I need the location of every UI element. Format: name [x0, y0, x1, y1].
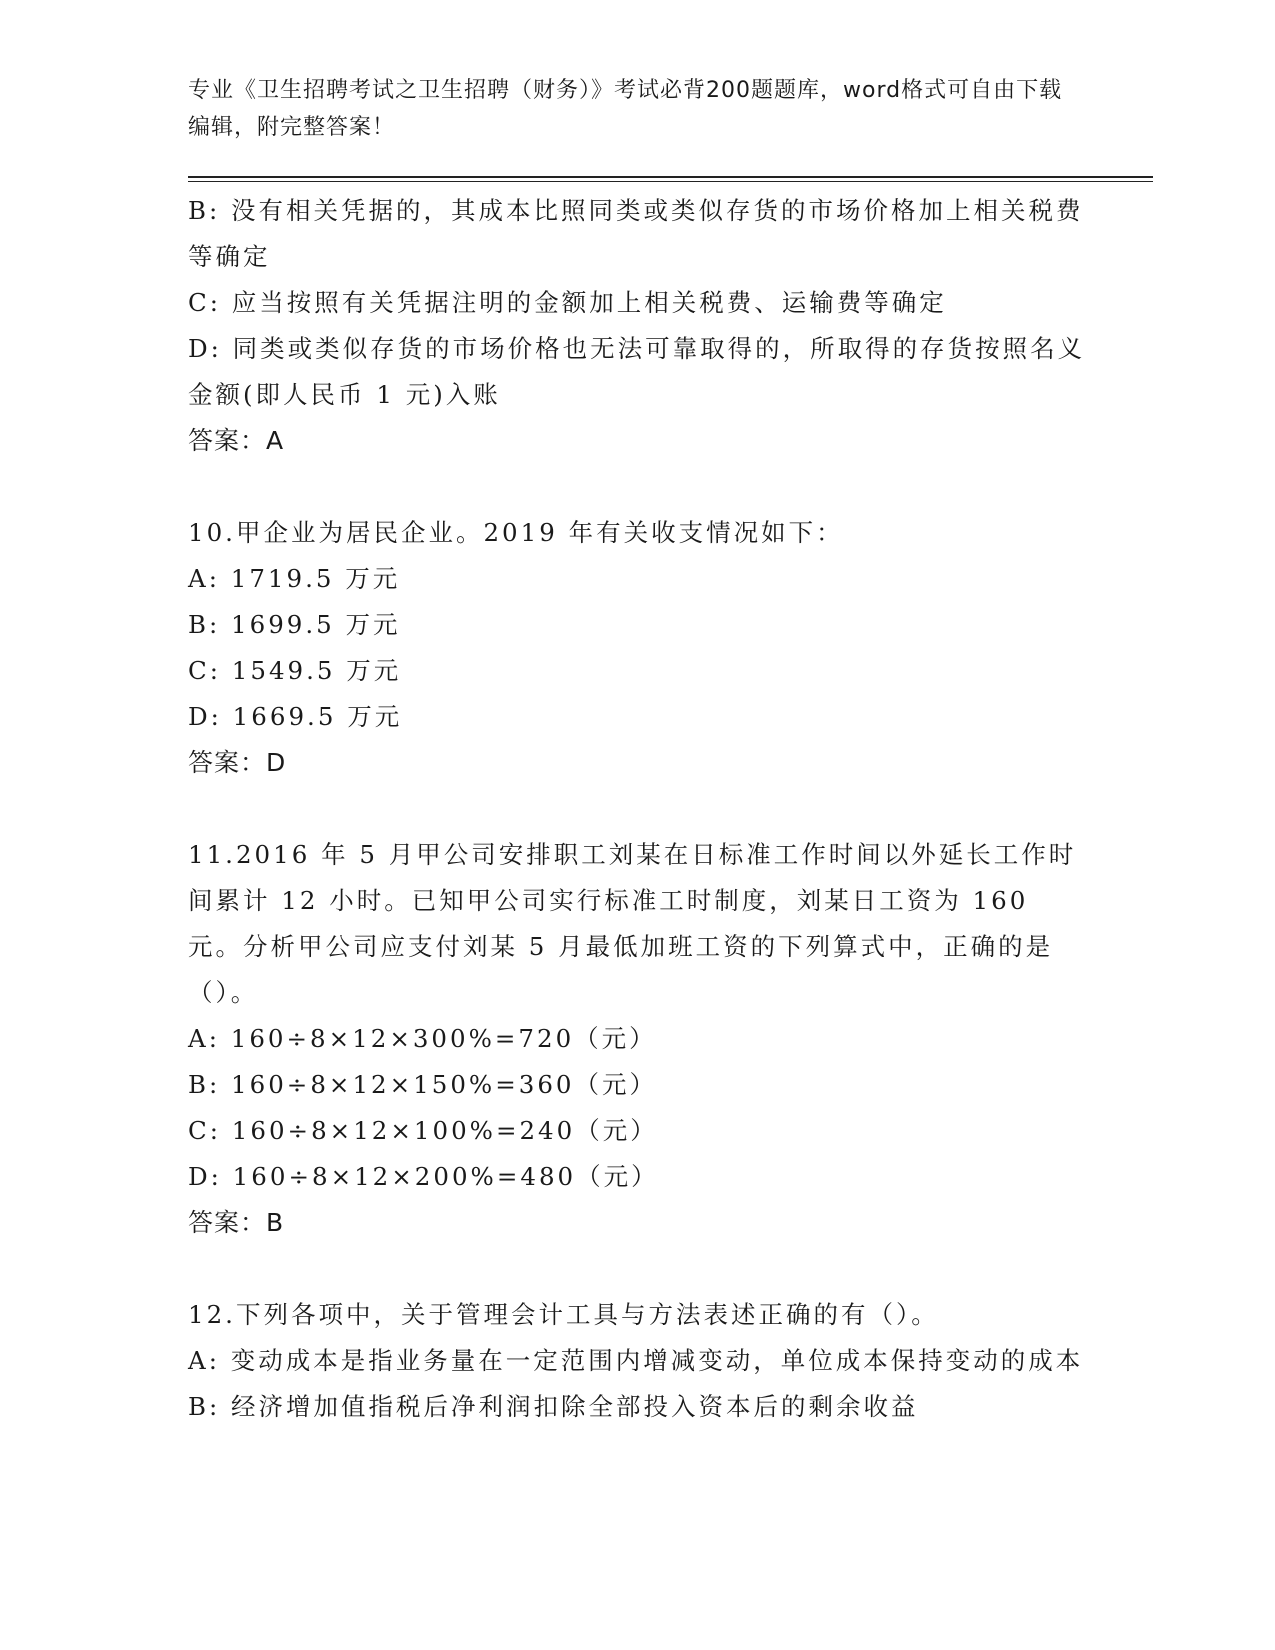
option-text: D: 同类或类似存货的市场价格也无法可靠取得的，所取得的存货按照名义金额(即人民币 1 元)入账 — [188, 334, 1086, 409]
option-text: C: 160÷8×12×100%=240（元） — [188, 1116, 658, 1145]
spacer — [188, 464, 1088, 510]
header-rule-thin — [188, 181, 1153, 182]
document-body — [188, 188, 1088, 1430]
option-text: B: 160÷8×12×150%=360（元） — [188, 1070, 657, 1099]
option-text: B: 1699.5 万元 — [188, 610, 401, 639]
option-text: D: 160÷8×12×200%=480（元） — [188, 1162, 659, 1191]
option-text: A: 变动成本是指业务量在一定范围内增减变动，单位成本保持变动的成本 — [188, 1346, 1084, 1375]
answer-text: 答案：D — [188, 748, 287, 777]
option-text: B: 经济增加值指税后净利润扣除全部投入资本后的剩余收益 — [188, 1392, 919, 1421]
answer-text: 答案：A — [188, 426, 285, 455]
option-text: A: 160÷8×12×300%=720（元） — [188, 1024, 657, 1053]
question-text: 11.2016 年 5 月甲公司安排职工刘某在日标准工作时间以外延长工作时间累计 12 小时。已知甲公司实行标准工时制度，刘某日工资为 160 元。分析甲公司应支付刘某 5 月最低加班工资的下列算式中，正确的是（）。 — [188, 840, 1077, 1007]
answer-text: 答案：B — [188, 1208, 285, 1237]
option-text: D: 1669.5 万元 — [188, 702, 403, 731]
option-text: C: 应当按照有关凭据注明的金额加上相关税费、运输费等确定 — [188, 288, 947, 317]
header-rule-thick — [188, 176, 1153, 178]
option-text: A: 1719.5 万元 — [188, 564, 401, 593]
spacer — [188, 786, 1088, 832]
option-text: C: 1549.5 万元 — [188, 656, 402, 685]
document-header — [188, 72, 1068, 146]
option-text: B: 没有相关凭据的，其成本比照同类或类似存货的市场价格加上相关税费等确定 — [188, 196, 1084, 271]
question-text: 10.甲企业为居民企业。2019 年有关收支情况如下： — [188, 518, 844, 547]
question-text: 12.下列各项中，关于管理会计工具与方法表述正确的有（）。 — [188, 1300, 939, 1329]
spacer — [188, 1246, 1088, 1292]
header-title: 专业《卫生招聘考试之卫生招聘（财务）》考试必背200题题库，word格式可自由下载编辑，附完整答案！ — [188, 78, 1063, 140]
